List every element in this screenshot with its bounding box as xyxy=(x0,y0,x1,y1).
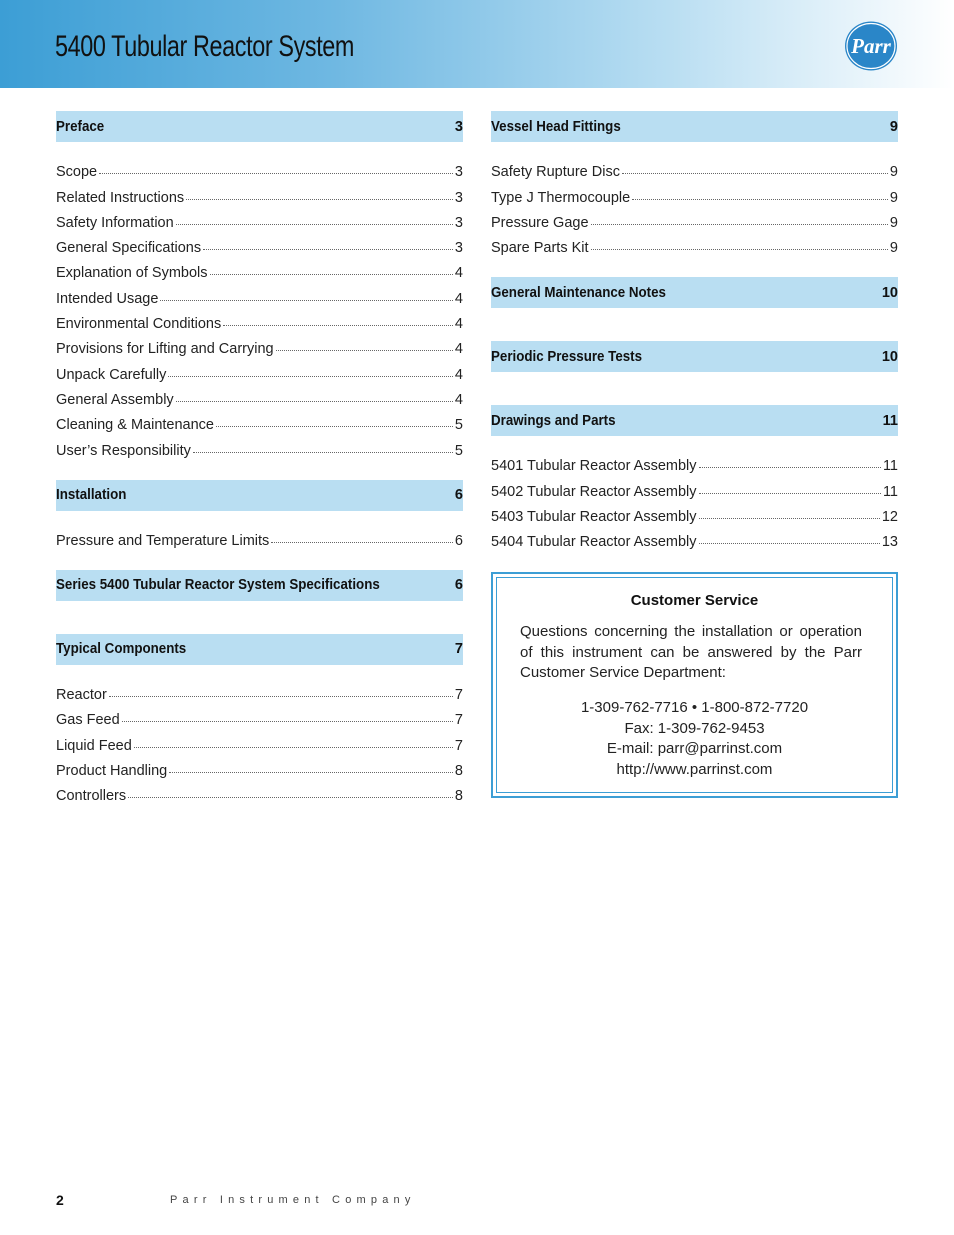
section-spacer xyxy=(491,256,898,277)
dot-leader xyxy=(169,772,453,773)
dot-leader xyxy=(210,274,453,275)
customer-service-box xyxy=(491,572,898,798)
toc-entry[interactable] xyxy=(491,180,898,205)
section-title: Series 5400 Tubular Reactor System Specifications xyxy=(56,577,380,594)
toc-section-typical-components[interactable] xyxy=(56,634,463,665)
toc-entry[interactable] xyxy=(56,754,463,779)
dot-leader xyxy=(122,721,453,722)
dot-leader xyxy=(109,696,453,697)
toc-entry[interactable] xyxy=(56,678,463,703)
section-spacer xyxy=(491,308,898,341)
toc-entry[interactable] xyxy=(56,728,463,753)
toc-entry-page: 3 xyxy=(454,214,463,231)
toc-entry-page: 11 xyxy=(882,458,898,475)
toc-right-column xyxy=(491,111,898,550)
dot-leader xyxy=(276,350,453,351)
dot-leader xyxy=(176,224,453,225)
dot-leader xyxy=(699,518,880,519)
section-page: 7 xyxy=(454,641,463,658)
toc-entry[interactable] xyxy=(56,206,463,231)
section-spacer xyxy=(56,601,463,634)
toc-entry[interactable] xyxy=(56,524,463,549)
toc-entry-page: 4 xyxy=(454,391,463,408)
section-title: Drawings and Parts xyxy=(491,412,616,429)
toc-entry-label: Safety Information xyxy=(56,214,174,231)
customer-service-text: Questions concerning the installation or operation of this instrument can be answered by the Parr Customer Service Department: xyxy=(520,623,862,681)
toc-entry[interactable] xyxy=(491,231,898,256)
toc-entry-label: General Specifications xyxy=(56,240,202,257)
customer-service-contacts xyxy=(493,698,896,780)
customer-service-title: Customer Service xyxy=(630,592,759,609)
logo-wordmark: Parr xyxy=(851,34,891,58)
toc-entry-page: 7 xyxy=(454,712,463,729)
toc-entry-label: Environmental Conditions xyxy=(56,316,222,333)
dot-leader xyxy=(216,426,453,427)
dot-leader xyxy=(193,452,453,453)
toc-section-preface[interactable] xyxy=(56,111,463,142)
section-page: 6 xyxy=(454,487,463,504)
toc-entry[interactable] xyxy=(56,332,463,357)
dot-leader xyxy=(203,249,453,250)
toc-entry-page: 5 xyxy=(454,417,463,434)
toc-entry-page: 3 xyxy=(454,240,463,257)
website-link[interactable]: http://www.parrinst.com xyxy=(616,760,773,778)
toc-entry-page: 4 xyxy=(454,366,463,383)
toc-section-periodic-pressure-tests[interactable] xyxy=(491,341,898,372)
section-page: 10 xyxy=(881,348,898,365)
toc-entry-page: 7 xyxy=(454,687,463,704)
toc-section-series-5400-tubular-reactor-system-specifications[interactable] xyxy=(56,570,463,601)
toc-entry[interactable] xyxy=(56,779,463,804)
section-page: 9 xyxy=(889,118,898,135)
toc-entry-page: 5 xyxy=(454,442,463,459)
section-page: 11 xyxy=(882,412,898,429)
toc-entry[interactable] xyxy=(491,474,898,499)
toc-entry[interactable] xyxy=(491,449,898,474)
dot-leader xyxy=(176,401,453,402)
document-title: 5400 Tubular Reactor System xyxy=(55,30,355,63)
toc-entry-page: 13 xyxy=(881,534,898,551)
phone-numbers: 1-309-762-7716 • 1-800-872-7720 xyxy=(580,699,809,716)
toc-entry[interactable] xyxy=(491,500,898,525)
toc-entry-page: 6 xyxy=(454,532,463,549)
toc-entry[interactable] xyxy=(56,307,463,332)
toc-entry-label: Safety Rupture Disc xyxy=(491,164,620,181)
toc-entry-label: Type J Thermocouple xyxy=(491,189,631,206)
dot-leader xyxy=(622,173,888,174)
toc-entry[interactable] xyxy=(56,281,463,306)
toc-entry-label: Pressure Gage xyxy=(491,214,589,231)
toc-entry[interactable] xyxy=(491,155,898,180)
toc-entry-label: Liquid Feed xyxy=(56,737,132,754)
toc-entry-page: 9 xyxy=(889,240,898,257)
toc-entry[interactable] xyxy=(56,408,463,433)
toc-entry-label: Intended Usage xyxy=(56,290,159,307)
toc-section-installation[interactable] xyxy=(56,480,463,511)
page-number: 2 xyxy=(56,1192,64,1208)
toc-entry[interactable] xyxy=(491,525,898,550)
toc-entry-page: 9 xyxy=(889,189,898,206)
dot-leader xyxy=(591,249,888,250)
toc-section-vessel-head-fittings[interactable] xyxy=(491,111,898,142)
toc-entry-label: 5401 Tubular Reactor Assembly xyxy=(491,458,697,475)
section-title: Periodic Pressure Tests xyxy=(491,348,643,365)
toc-entry-label: General Assembly xyxy=(56,391,174,408)
toc-entry-page: 8 xyxy=(454,763,463,780)
toc-entry-label: Controllers xyxy=(56,788,127,805)
toc-entry[interactable] xyxy=(56,155,463,180)
toc-entry-label: Related Instructions xyxy=(56,189,185,206)
dot-leader xyxy=(699,493,881,494)
toc-entry[interactable] xyxy=(491,206,898,231)
toc-entry-label: Provisions for Lifting and Carrying xyxy=(56,341,274,358)
toc-entry-page: 7 xyxy=(454,737,463,754)
fax-number: Fax: 1-309-762-9453 xyxy=(624,719,765,737)
section-spacer xyxy=(491,372,898,405)
dot-leader xyxy=(168,376,453,377)
section-title: Typical Components xyxy=(56,641,187,658)
toc-entry-label: 5404 Tubular Reactor Assembly xyxy=(491,534,697,551)
section-title: Vessel Head Fittings xyxy=(491,118,621,135)
section-title: Preface xyxy=(56,118,105,135)
toc-entry-label: Gas Feed xyxy=(56,712,120,729)
toc-section-general-maintenance-notes[interactable] xyxy=(491,277,898,308)
toc-entry-label: Reactor xyxy=(56,687,107,704)
toc-entry[interactable] xyxy=(56,357,463,382)
toc-entry-label: Unpack Carefully xyxy=(56,366,167,383)
dot-leader xyxy=(128,797,453,798)
toc-entry-page: 9 xyxy=(889,164,898,181)
toc-entry-page: 11 xyxy=(882,483,898,500)
toc-entry[interactable] xyxy=(56,231,463,256)
toc-section-drawings-and-parts[interactable] xyxy=(491,405,898,436)
toc-entry-page: 8 xyxy=(454,788,463,805)
section-title: Installation xyxy=(56,487,127,504)
toc-entry[interactable] xyxy=(56,256,463,281)
toc-entry-page: 4 xyxy=(454,316,463,333)
toc-entry[interactable] xyxy=(56,703,463,728)
toc-entry[interactable] xyxy=(56,433,463,458)
toc-entry-label: 5402 Tubular Reactor Assembly xyxy=(491,483,697,500)
parr-logo-icon xyxy=(843,20,899,72)
toc-entry-page: 4 xyxy=(454,265,463,282)
dot-leader xyxy=(134,747,453,748)
dot-leader xyxy=(186,199,453,200)
toc-entry-page: 4 xyxy=(454,341,463,358)
dot-leader xyxy=(271,542,453,543)
toc-entry[interactable] xyxy=(56,383,463,408)
toc-entry[interactable] xyxy=(56,180,463,205)
toc-entry-label: Pressure and Temperature Limits xyxy=(56,532,270,549)
toc-entry-label: Product Handling xyxy=(56,763,168,780)
dot-leader xyxy=(632,199,888,200)
dot-leader xyxy=(99,173,453,174)
toc-entry-page: 3 xyxy=(454,164,463,181)
section-page: 6 xyxy=(454,577,463,594)
section-spacer xyxy=(56,459,463,480)
dot-leader xyxy=(160,300,453,301)
dot-leader xyxy=(699,543,880,544)
dot-leader xyxy=(591,224,888,225)
toc-entry-page: 3 xyxy=(454,189,463,206)
toc-entry-label: Spare Parts Kit xyxy=(491,240,589,257)
toc-entry-page: 4 xyxy=(454,290,463,307)
toc-entry-label: Explanation of Symbols xyxy=(56,265,208,282)
section-page: 3 xyxy=(454,118,463,135)
toc-entry-label: Scope xyxy=(56,164,98,181)
toc-entry-page: 9 xyxy=(889,214,898,231)
dot-leader xyxy=(223,325,453,326)
footer-company-name: Parr Instrument Company xyxy=(170,1194,416,1206)
email-address[interactable]: E-mail: parr@parrinst.com xyxy=(606,740,783,757)
toc-entry-label: Cleaning & Maintenance xyxy=(56,417,214,434)
toc-entry-label: User’s Responsibility xyxy=(56,442,191,459)
toc-entry-label: 5403 Tubular Reactor Assembly xyxy=(491,509,697,526)
toc-left-column xyxy=(56,111,463,804)
section-page: 10 xyxy=(881,284,898,301)
header-banner xyxy=(0,0,954,88)
toc-entry-page: 12 xyxy=(881,509,898,526)
section-title: General Maintenance Notes xyxy=(491,284,666,301)
dot-leader xyxy=(699,467,881,468)
section-spacer xyxy=(56,549,463,570)
